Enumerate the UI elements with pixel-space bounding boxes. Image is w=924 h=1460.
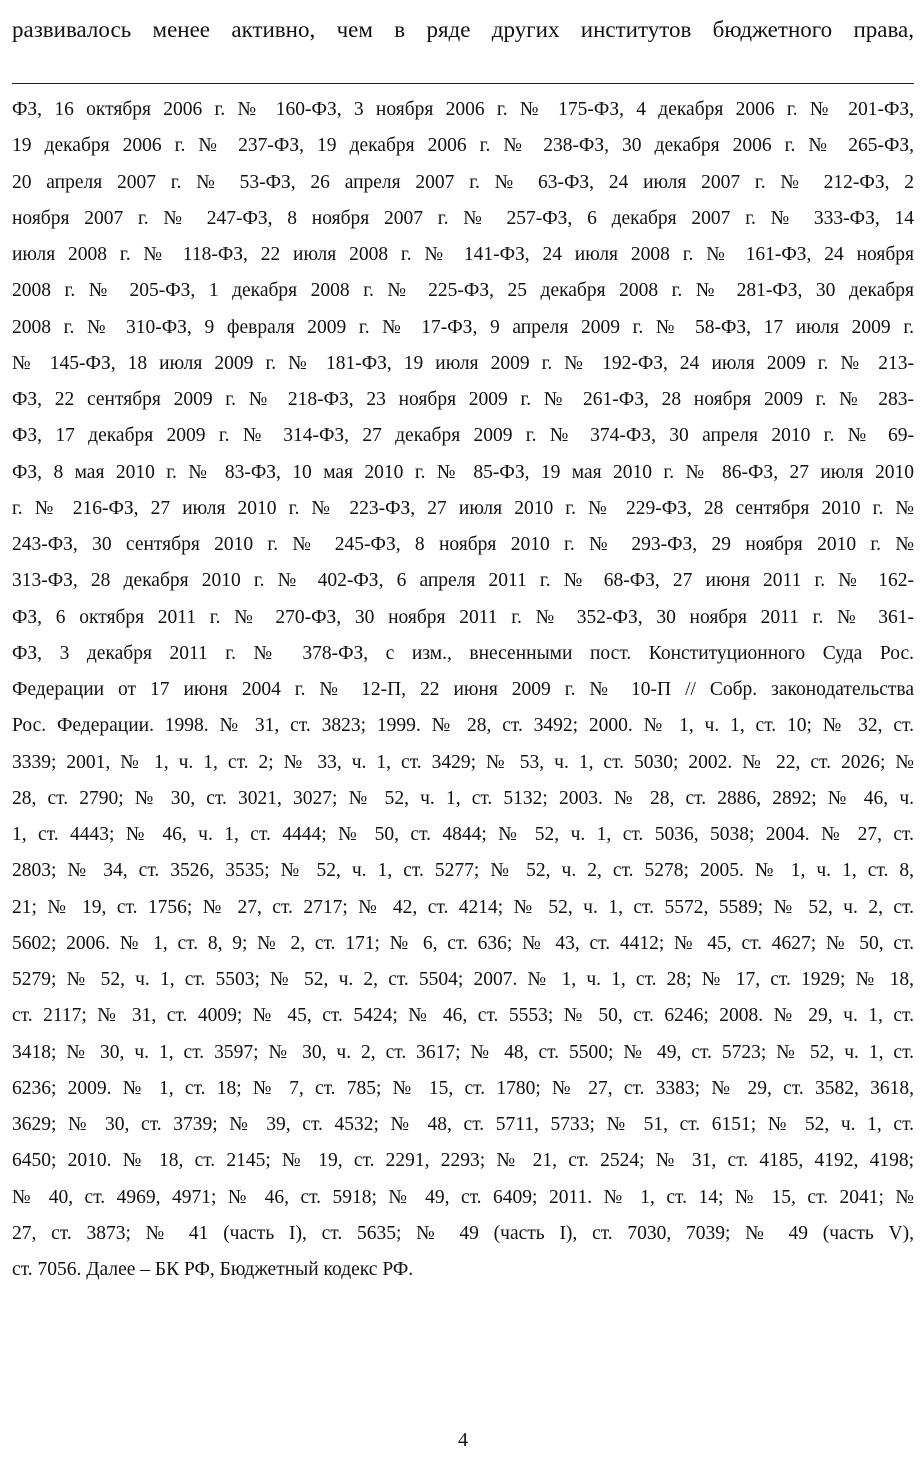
footnote-line: 2008 г. № 205-ФЗ, 1 декабря 2008 г. № 225-ФЗ, 25 декабря 2008 г. № 281-ФЗ, 30 декабря — [12, 280, 914, 302]
footnote-line: 5602; 2006. № 1, ст. 8, 9; № 2, ст. 171; № 6, ст. 636; № 43, ст. 4412; № 45, ст. 4627; № 50, ст. — [12, 932, 914, 954]
footnote-line: ФЗ, 16 октября 2006 г. № 160-ФЗ, 3 ноября 2006 г. № 175-ФЗ, 4 декабря 2006 г. № 201-ФЗ, — [12, 99, 914, 120]
footnote-line: ФЗ, 8 мая 2010 г. № 83-ФЗ, 10 мая 2010 г. № 85-ФЗ, 19 мая 2010 г. № 86-ФЗ, 27 июля 2010 — [12, 461, 914, 483]
footnote-line: ФЗ, 6 октября 2011 г. № 270-ФЗ, 30 ноября 2011 г. № 352-ФЗ, 30 ноября 2011 г. № 361- — [12, 606, 914, 628]
footnote-line: ст. 2117; № 31, ст. 4009; № 45, ст. 5424; № 46, ст. 5553; № 50, ст. 6246; 2008. № 29, ч. 1, ст. — [12, 1005, 914, 1027]
footnote-line: ст. 7056. Далее – БК РФ, Бюджетный кодекс РФ. — [12, 1259, 414, 1280]
footnote-separator — [12, 83, 914, 84]
footnote-line: 313-ФЗ, 28 декабря 2010 г. № 402-ФЗ, 6 апреля 2011 г. № 68-ФЗ, 27 июня 2011 г. № 162- — [12, 570, 914, 592]
footnote-line: № 145-ФЗ, 18 июля 2009 г. № 181-ФЗ, 19 июля 2009 г. № 192-ФЗ, 24 июля 2009 г. № 213- — [12, 352, 914, 374]
footnote-line: 6236; 2009. № 1, ст. 18; № 7, ст. 785; № 15, ст. 1780; № 27, ст. 3383; № 29, ст. 3582, 3618, — [12, 1077, 914, 1099]
footnote-line: 2803; № 34, ст. 3526, 3535; № 52, ч. 1, ст. 5277; № 52, ч. 2, ст. 5278; 2005. № 1, ч. 1, ст. 8, — [12, 860, 914, 882]
footnote-line: июля 2008 г. № 118-ФЗ, 22 июля 2008 г. № 141-ФЗ, 24 июля 2008 г. № 161-ФЗ, 24 ноября — [12, 244, 914, 265]
footnote-line: ФЗ, 22 сентября 2009 г. № 218-ФЗ, 23 ноября 2009 г. № 261-ФЗ, 28 ноября 2009 г. № 283- — [12, 389, 914, 410]
footnote-line: ФЗ, 3 декабря 2011 г. № 378-ФЗ, с изм., внесенными пост. Конституционного Суда Рос. — [12, 642, 914, 664]
footnote-line: 3418; № 30, ч. 1, ст. 3597; № 30, ч. 2, ст. 3617; № 48, ст. 5500; № 49, ст. 5723; № 52, ч. 1, ст. — [12, 1041, 914, 1063]
footnote-line: ноября 2007 г. № 247-ФЗ, 8 ноября 2007 г. № 257-ФЗ, 6 декабря 2007 г. № 333-ФЗ, 14 — [12, 207, 914, 229]
footnote-line: 21; № 19, ст. 1756; № 27, ст. 2717; № 42, ст. 4214; № 52, ч. 1, ст. 5572, 5589; № 52, ч. 2, ст. — [12, 896, 914, 918]
footnote-line: 20 апреля 2007 г. № 53-ФЗ, 26 апреля 2007 г. № 63-ФЗ, 24 июля 2007 г. № 212-ФЗ, 2 — [12, 171, 914, 193]
footnote-line: 27, ст. 3873; № 41 (часть I), ст. 5635; № 49 (часть I), ст. 7030, 7039; № 49 (часть V), — [12, 1222, 914, 1244]
footnote-line: 3629; № 30, ст. 3739; № 39, ст. 4532; № 48, ст. 5711, 5733; № 51, ст. 6151; № 52, ч. 1, ст. — [12, 1114, 914, 1135]
footnote-line: Рос. Федерации. 1998. № 31, ст. 3823; 1999. № 28, ст. 3492; 2000. № 1, ч. 1, ст. 10; № 32, ст. — [12, 715, 914, 737]
footnote-line: 1, ст. 4443; № 46, ч. 1, ст. 4444; № 50, ст. 4844; № 52, ч. 1, ст. 5036, 5038; 2004. № 27, ст. — [12, 824, 914, 845]
footnote-line: 28, ст. 2790; № 30, ст. 3021, 3027; № 52, ч. 1, ст. 5132; 2003. № 28, ст. 2886, 2892; № 46, ч. — [12, 787, 914, 809]
footnote-line: 3339; 2001, № 1, ч. 1, ст. 2; № 33, ч. 1, ст. 3429; № 53, ч. 1, ст. 5030; 2002. № 22, ст. 2026; № — [12, 751, 914, 773]
footnote-line: Федерации от 17 июня 2004 г. № 12-П, 22 июня 2009 г. № 10-П // Собр. законодательства — [12, 679, 914, 700]
footnote-line: 5279; № 52, ч. 1, ст. 5503; № 52, ч. 2, ст. 5504; 2007. № 1, ч. 1, ст. 28; № 17, ст. 1929; № 18, — [12, 969, 914, 990]
footnote-line: г. № 216-ФЗ, 27 июля 2010 г. № 223-ФЗ, 27 июля 2010 г. № 229-ФЗ, 28 сентября 2010 г. № — [12, 497, 914, 519]
footnote-line: 243-ФЗ, 30 сентября 2010 г. № 245-ФЗ, 8 ноября 2010 г. № 293-ФЗ, 29 ноября 2010 г. № — [12, 534, 914, 555]
footnote-line: ФЗ, 17 декабря 2009 г. № 314-ФЗ, 27 декабря 2009 г. № 374-ФЗ, 30 апреля 2010 г. № 69- — [12, 425, 914, 447]
footnote-line: 6450; 2010. № 18, ст. 2145; № 19, ст. 2291, 2293; № 21, ст. 2524; № 31, ст. 4185, 4192, 4198; — [12, 1150, 914, 1172]
footnote-block — [12, 93, 914, 1289]
footnote-line: 2008 г. № 310-ФЗ, 9 февраля 2009 г. № 17-ФЗ, 9 апреля 2009 г. № 58-ФЗ, 17 июля 2009 г. — [12, 316, 914, 338]
footnote-line: 19 декабря 2006 г. № 237-ФЗ, 19 декабря 2006 г. № 238-ФЗ, 30 декабря 2006 г. № 265-ФЗ, — [12, 135, 914, 157]
footnote-line: № 40, ст. 4969, 4971; № 46, ст. 5918; № 49, ст. 6409; 2011. № 1, ст. 14; № 15, ст. 2041; № — [12, 1186, 914, 1208]
body-text-line: развивалось менее активно, чем в ряде других институтов бюджетного права, — [12, 17, 914, 42]
page-number: 4 — [458, 1429, 468, 1451]
